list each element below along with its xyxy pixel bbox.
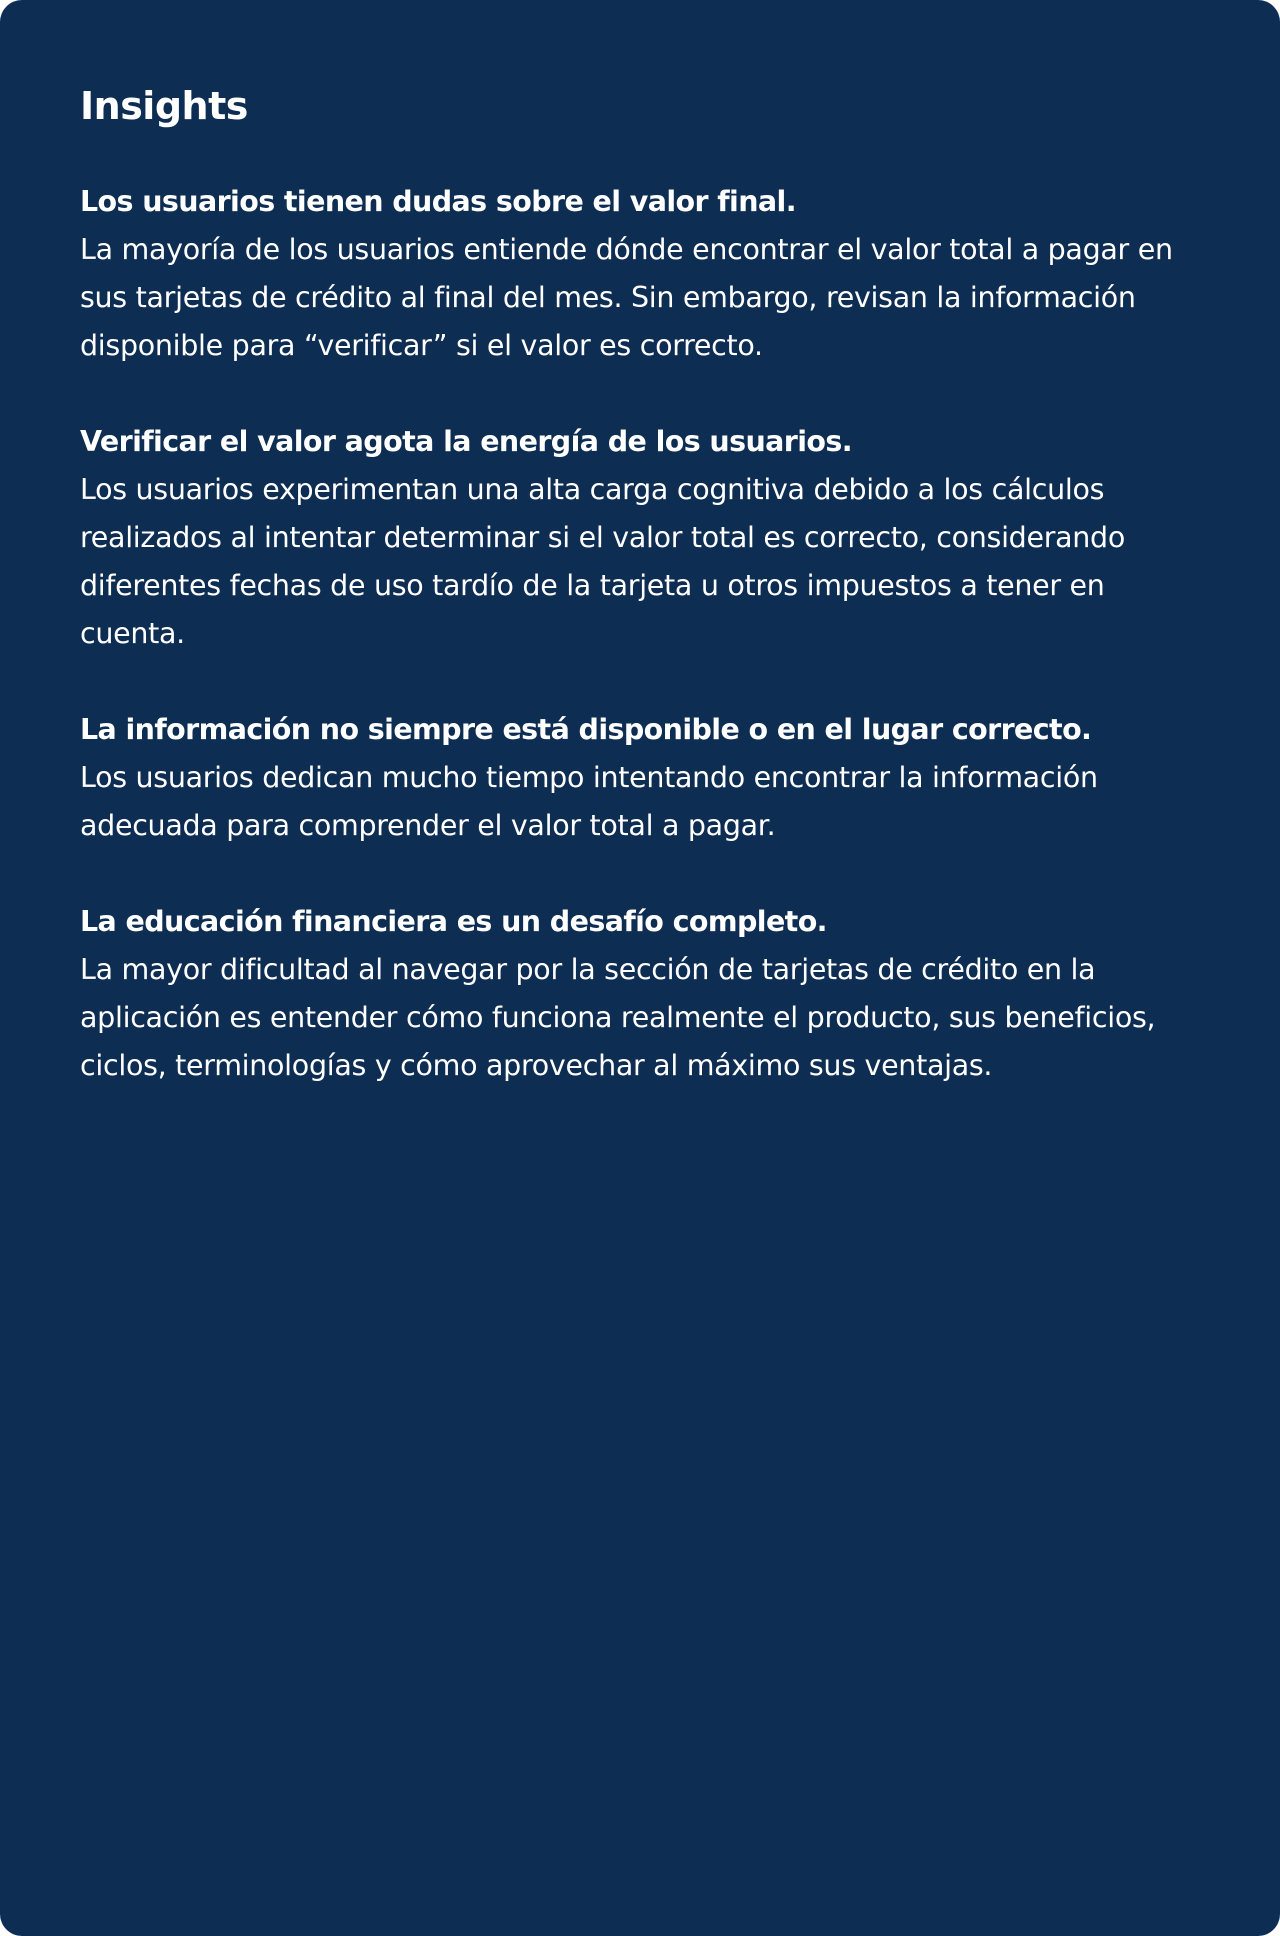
insight-item <box>80 418 1210 658</box>
insight-heading: Verificar el valor agota la energía de los usuarios. <box>80 425 852 458</box>
insight-heading: Los usuarios tienen dudas sobre el valor final. <box>80 185 796 218</box>
insight-body: Los usuarios experimentan una alta carga cognitiva debido a los cálculos realizados al intentar determinar si el valor total es correcto, considerando diferentes fechas de uso tardío de la tarjeta u otros impuestos a tener en cuenta. <box>80 473 1125 650</box>
page-title: Insights <box>80 84 248 128</box>
insight-item <box>80 178 1210 370</box>
insight-body: Los usuarios dedican mucho tiempo intentando encontrar la información adecuada para comprender el valor total a pagar. <box>80 761 1098 842</box>
insight-item <box>80 898 1210 1090</box>
insight-heading: La información no siempre está disponible o en el lugar correcto. <box>80 713 1092 746</box>
insight-body: La mayor dificultad al navegar por la sección de tarjetas de crédito en la aplicación es entender cómo funciona realmente el producto, sus beneficios, ciclos, terminologías y cómo aprovechar al máximo sus ventajas. <box>80 953 1156 1082</box>
insights-list <box>80 178 1210 1090</box>
insight-body: La mayoría de los usuarios entiende dónde encontrar el valor total a pagar en sus tarjetas de crédito al final del mes. Sin embargo, revisan la información disponible para “verificar” si el valor es correcto. <box>80 233 1173 362</box>
insight-item <box>80 706 1210 850</box>
insight-heading: La educación financiera es un desafío completo. <box>80 905 827 938</box>
